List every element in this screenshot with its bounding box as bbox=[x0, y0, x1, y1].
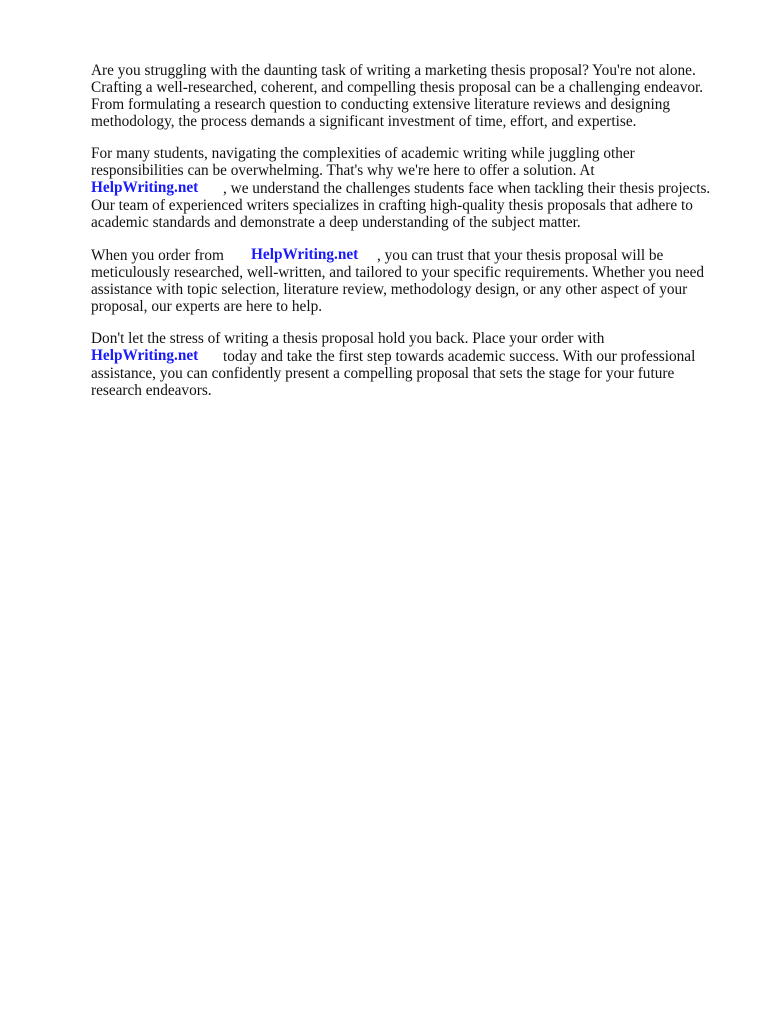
paragraph-4-line-4: research endeavors. bbox=[91, 382, 212, 399]
paragraph-2-line-3: , we understand the challenges students face when tackling their thesis projects. bbox=[223, 180, 711, 197]
paragraph-2-line-5: academic standards and demonstrate a deep understanding of the subject matter. bbox=[91, 214, 581, 231]
paragraph-3-line-1-end: , you can trust that your thesis proposal will be bbox=[377, 247, 664, 264]
paragraph-4-line-2: today and take the first step towards academic success. With our professional bbox=[223, 348, 696, 365]
helpwriting-link-1[interactable]: HelpWriting.net bbox=[91, 179, 199, 196]
paragraph-2-line-4: Our team of experienced writers specializes in crafting high-quality thesis proposals that adhere to bbox=[91, 197, 693, 214]
paragraph-1-line-4: methodology, the process demands a significant investment of time, effort, and expertise. bbox=[91, 113, 637, 130]
paragraph-4-line-3: assistance, you can confidently present a compelling proposal that sets the stage for your future bbox=[91, 365, 675, 382]
paragraph-2-line-2: responsibilities can be overwhelming. That's why we're here to offer a solution. At bbox=[91, 162, 595, 179]
paragraph-1-line-2: Crafting a well-researched, coherent, and compelling thesis proposal can be a challenging endeavor. bbox=[91, 79, 704, 96]
paragraph-3-line-1-start: When you order from bbox=[91, 247, 224, 264]
paragraph-1-line-1: Are you struggling with the daunting task of writing a marketing thesis proposal? You're not alone. bbox=[91, 62, 696, 79]
paragraph-2-line-1: For many students, navigating the complexities of academic writing while juggling other bbox=[91, 145, 635, 162]
paragraph-3-line-2: meticulously researched, well-written, and tailored to your specific requirements. Whether you need bbox=[91, 264, 705, 281]
paragraph-3-line-3: assistance with topic selection, literature review, methodology design, or any other aspect of your bbox=[91, 281, 688, 298]
paragraph-1-line-3: From formulating a research question to conducting extensive literature reviews and designing bbox=[91, 96, 670, 113]
paragraph-3-line-4: proposal, our experts are here to help. bbox=[91, 298, 323, 315]
paragraph-4-line-1: Don't let the stress of writing a thesis proposal hold you back. Place your order with bbox=[91, 330, 605, 347]
helpwriting-link-3[interactable]: HelpWriting.net bbox=[91, 347, 199, 364]
helpwriting-link-2[interactable]: HelpWriting.net bbox=[251, 246, 359, 263]
